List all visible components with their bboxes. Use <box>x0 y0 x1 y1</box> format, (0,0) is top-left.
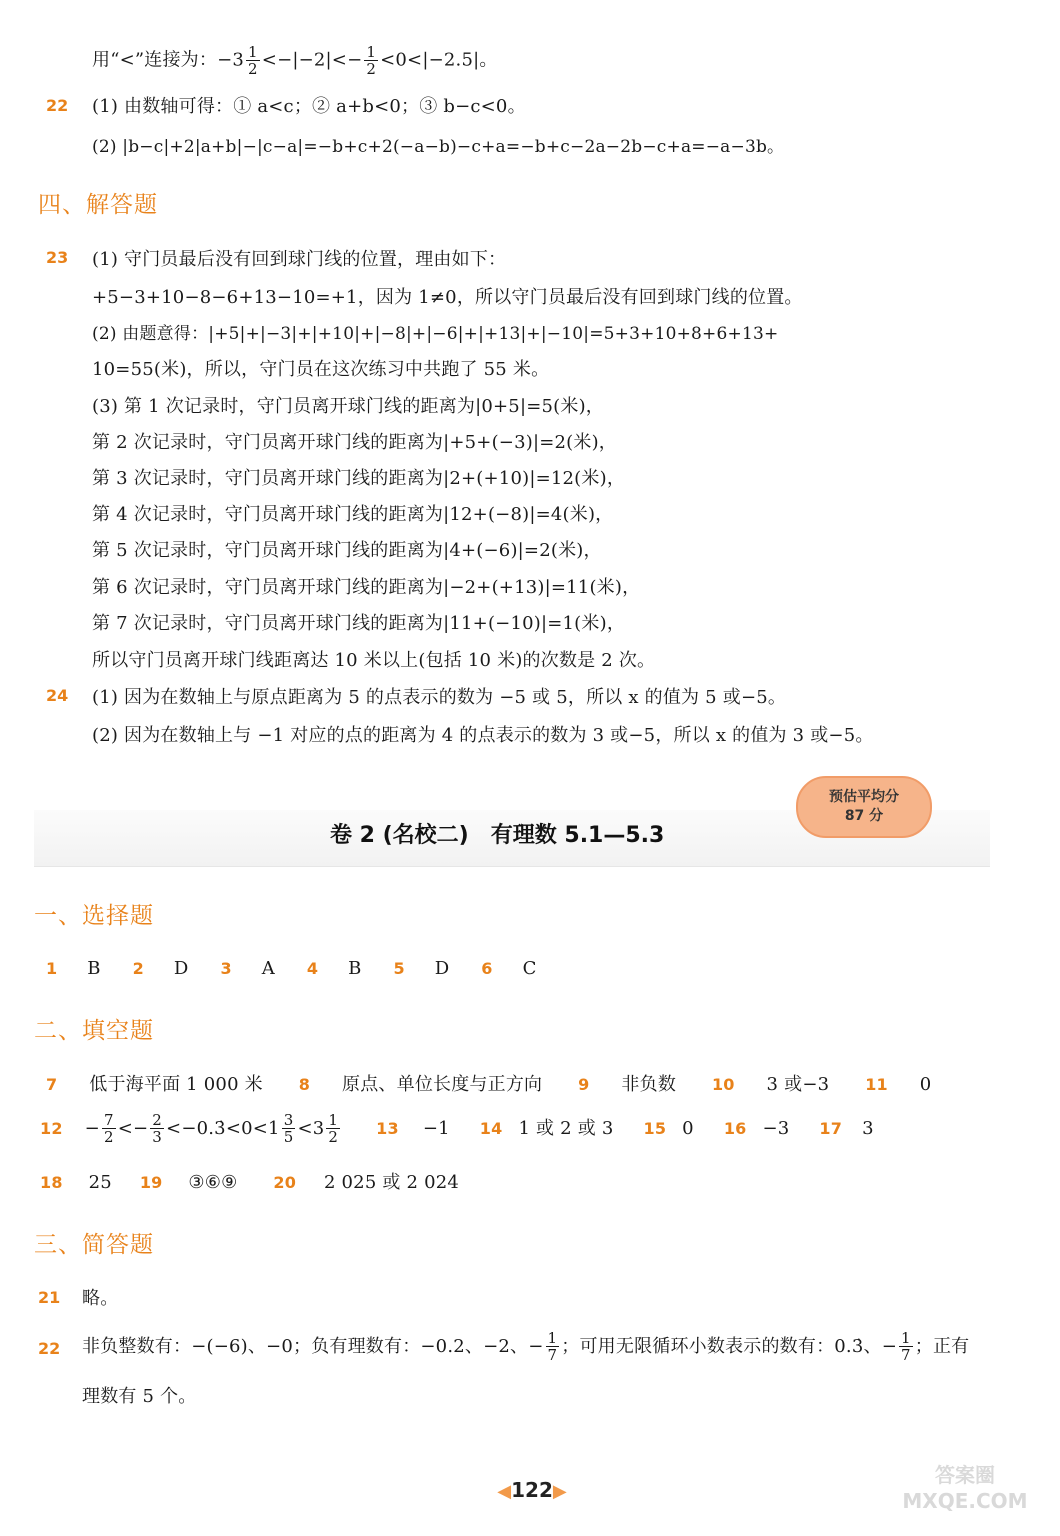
q12-text-b: <− <box>117 1117 149 1139</box>
q23-line: +5−3+10−8−6+13−10=+1，因为 1≠0，所以守门员最后没有回到球门线的位置。 <box>92 287 803 308</box>
q23-line: 第 3 次记录时，守门员离开球门线的距离为|2+(+10)|=12(米)， <box>92 468 626 489</box>
fraction <box>246 44 260 77</box>
numerator: 2 <box>152 1111 163 1129</box>
question-number-21: 21 <box>38 1288 61 1307</box>
fill-answer: 1 或 2 或 3 <box>518 1117 614 1139</box>
q23-line: 第 2 次记录时，守门员离开球门线的距离为|+5+(−3)|=2(米)， <box>92 432 617 453</box>
question-number: 18 <box>40 1173 63 1192</box>
section-title-3: 三、简答题 <box>34 1232 154 1258</box>
q23-line: (1) 守门员最后没有回到球门线的位置，理由如下： <box>92 249 507 270</box>
denominator: 5 <box>283 1128 294 1146</box>
question-number-23: 23 <box>46 248 69 267</box>
page-number <box>492 1478 572 1508</box>
numerator: 1 <box>547 1329 558 1347</box>
question-number: 19 <box>139 1173 163 1192</box>
fraction <box>102 1112 116 1145</box>
question-number: 20 <box>273 1173 297 1192</box>
fill-answer: 0 <box>919 1074 932 1095</box>
q22-text-c: ；正有 <box>914 1335 970 1357</box>
fill-answer: −1 <box>422 1117 450 1139</box>
question-number: 4 <box>306 959 319 978</box>
choice-answer: B <box>87 958 101 979</box>
question-number: 16 <box>723 1118 747 1138</box>
denominator: 2 <box>328 1128 339 1146</box>
q23-line: (2) 由题意得：|+5|+|−3|+|+10|+|−8|+|−6|+|+13|+|−10|=5+3+10+8+6+13+ <box>92 324 779 344</box>
question-number: 8 <box>298 1075 311 1094</box>
question-number: 10 <box>711 1075 735 1094</box>
q22-answer-line-1: (1) 由数轴可得：① a<c；② a+b<0；③ b−c<0。 <box>92 96 526 117</box>
fraction <box>899 1330 913 1363</box>
numerator: 1 <box>248 43 258 61</box>
compare-text-c: <0<|−2.5|。 <box>380 49 498 71</box>
section-title-1: 一、选择题 <box>34 903 154 929</box>
right-arrow-icon: ▶ <box>552 1481 567 1502</box>
watermark-text: 答案圈 MXQE.COM <box>902 1463 1028 1513</box>
fraction <box>150 1112 164 1145</box>
badge-label: 预估平均分 <box>829 789 899 805</box>
denominator: 2 <box>366 60 377 78</box>
q12-text-a: − <box>84 1117 100 1139</box>
q24-answer-line-1: (1) 因为在数轴上与原点距离为 5 的点表示的数为 −5 或 5，所以 x 的值为 5 或−5。 <box>92 687 787 708</box>
fill-answer: 低于海平面 1 000 米 <box>89 1074 263 1095</box>
fill-answers-row-1 <box>46 1074 931 1096</box>
q22-answer-line-1 <box>82 1330 969 1363</box>
denominator: 2 <box>248 60 258 78</box>
fill-answer: ③⑥⑨ <box>188 1172 238 1193</box>
fill-answer: 原点、单位长度与正方向 <box>342 1074 543 1095</box>
numerator: 1 <box>366 43 377 61</box>
compare-text-a: 用“<”连接为：−3 <box>92 49 245 71</box>
left-arrow-icon: ◀ <box>497 1481 512 1502</box>
choice-answers-row <box>46 958 537 980</box>
numerator: 3 <box>283 1111 294 1129</box>
choice-answer: D <box>173 958 189 979</box>
question-number: 5 <box>393 959 405 978</box>
question-number: 17 <box>819 1118 843 1138</box>
denominator: 7 <box>901 1346 911 1364</box>
q22-answer-line-2: 理数有 5 个。 <box>82 1386 197 1407</box>
q21-answer: 略。 <box>82 1288 119 1309</box>
fraction <box>546 1330 560 1363</box>
compare-text-b: <−|−2|<− <box>261 49 363 71</box>
fill-answer: 0 <box>682 1117 694 1139</box>
q24-answer-line-2: (2) 因为在数轴上与 −1 对应的点的距离为 4 的点表示的数为 3 或−5，所以 x 的值为 3 或−5。 <box>92 725 874 746</box>
section-title-4: 四、解答题 <box>38 192 158 218</box>
question-number: 11 <box>865 1075 888 1094</box>
exam-title: 卷 2 (名校二) 有理数 5.1—5.3 <box>330 823 665 848</box>
question-number: 12 <box>40 1118 63 1138</box>
question-number: 13 <box>376 1118 399 1138</box>
page-number-text: 122 <box>511 1478 553 1502</box>
choice-answer: A <box>261 958 275 979</box>
q12-text-d: <3 <box>297 1117 325 1139</box>
watermark <box>880 1462 1050 1514</box>
choice-answer: C <box>522 958 537 979</box>
q22-text-b: ；可用无限循环小数表示的数有：0.3̇、− <box>561 1335 897 1357</box>
question-number: 15 <box>643 1118 667 1138</box>
denominator: 7 <box>547 1346 558 1364</box>
q22-answer-line-2: (2) |b−c|+2|a+b|−|c−a|=−b+c+2(−a−b)−c+a=−b+c−2a−2b−c+a=−a−3b。 <box>92 137 785 157</box>
question-number: 6 <box>481 959 493 978</box>
fill-answers-row-2 <box>40 1112 874 1145</box>
q23-line: 第 7 次记录时，守门员离开球门线的距离为|11+(−10)|=1(米)， <box>92 613 626 634</box>
badge-score: 87 分 <box>844 808 884 824</box>
fill-answer: 非负数 <box>621 1074 677 1095</box>
question-number-24: 24 <box>46 686 69 705</box>
fill-answer: 3 <box>862 1117 874 1139</box>
choice-answer: D <box>434 958 450 979</box>
fill-answers-row-3 <box>40 1172 459 1194</box>
q23-line: 10=55(米)，所以，守门员在这次练习中共跑了 55 米。 <box>92 359 550 380</box>
q22-text-a: 非负整数有：−(−6)、−0；负有理数有：−0.2、−2、− <box>82 1335 544 1357</box>
q12-text-c: <−0.3̇<0<1 <box>166 1117 280 1139</box>
choice-answer: B <box>348 958 362 979</box>
fraction <box>282 1112 296 1145</box>
question-number: 3 <box>220 959 232 978</box>
fraction <box>364 44 378 77</box>
numerator: 1 <box>901 1329 911 1347</box>
q23-line: (3) 第 1 次记录时，守门员离开球门线的距离为|0+5|=5(米)， <box>92 396 605 417</box>
question-number-22: 22 <box>38 1339 61 1358</box>
question-number-22-top: 22 <box>46 96 69 115</box>
fraction <box>326 1112 340 1145</box>
question-number: 7 <box>46 1075 58 1094</box>
question-number: 2 <box>132 959 144 978</box>
numerator: 1 <box>328 1111 339 1129</box>
question-number: 9 <box>578 1075 590 1094</box>
fill-answer: 2 025 或 2 024 <box>323 1172 460 1193</box>
q23-line: 第 6 次记录时，守门员离开球门线的距离为|−2+(+13)|=11(米)， <box>92 577 641 598</box>
q23-line: 第 5 次记录时，守门员离开球门线的距离为|4+(−6)|=2(米)， <box>92 540 602 561</box>
question-number: 14 <box>479 1118 503 1138</box>
denominator: 2 <box>103 1128 114 1146</box>
q23-line: 第 4 次记录时，守门员离开球门线的距离为|12+(−8)|=4(米)， <box>92 504 614 525</box>
denominator: 3 <box>152 1128 163 1146</box>
question-number: 1 <box>46 959 58 978</box>
fill-answer: −3 <box>762 1117 790 1139</box>
average-score-badge <box>796 776 932 838</box>
fill-answer: 25 <box>88 1172 112 1193</box>
q23-line: 所以守门员离开球门线距离达 10 米以上(包括 10 米)的次数是 2 次。 <box>92 650 656 671</box>
numerator: 7 <box>103 1111 114 1129</box>
fill-answer: 3 或−3 <box>766 1074 830 1095</box>
answer-line-compare <box>92 44 498 77</box>
section-title-2: 二、填空题 <box>34 1018 154 1044</box>
